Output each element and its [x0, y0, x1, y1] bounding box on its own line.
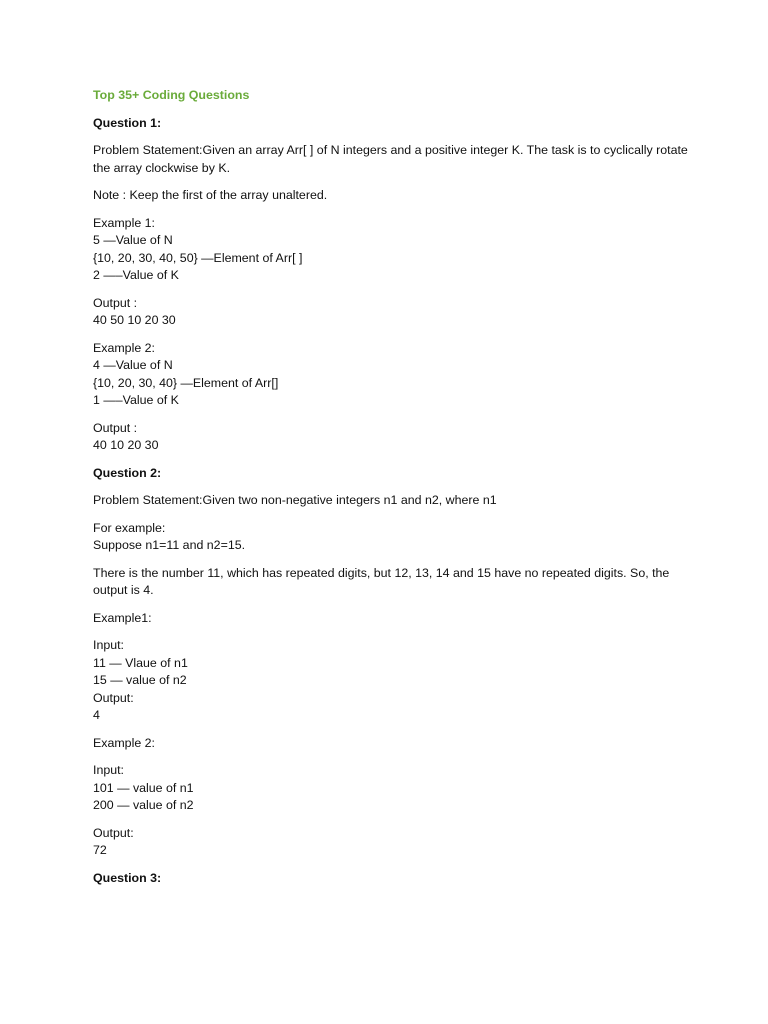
- question-1-example-1: [93, 215, 693, 285]
- question-2-heading: Question 2:: [93, 465, 162, 480]
- example-label: Example 1:: [93, 215, 155, 230]
- output-value: 40 10 20 30: [93, 438, 159, 452]
- output-label: Output :: [93, 295, 138, 310]
- question-2-example-2-output: [93, 825, 693, 860]
- input-line: 15 — value of n2: [93, 673, 187, 687]
- input-label: Input:: [93, 763, 125, 777]
- output-value: 4: [93, 708, 100, 722]
- output-value: 72: [93, 843, 107, 857]
- question-1-heading: Question 1:: [93, 115, 162, 130]
- question-2-explanation: There is the number 11, which has repeated digits, but 12, 13, 14 and 15 have no repeated digits. So, the output is 4.: [93, 565, 670, 597]
- output-label: Output:: [93, 690, 134, 705]
- example-label: For example:: [93, 520, 166, 535]
- question-1-example-2: [93, 340, 693, 410]
- question-3-heading: Question 3:: [93, 870, 162, 885]
- example-line: {10, 20, 30, 40} —Element of Arr[]: [93, 375, 279, 390]
- question-2-example-1-io: [93, 637, 693, 725]
- example-label: Example 2:: [93, 340, 155, 355]
- example-line: Suppose n1=11 and n2=15.: [93, 538, 246, 552]
- document-page: [93, 87, 693, 897]
- question-2-example-2-label: Example 2:: [93, 735, 155, 750]
- input-label: Input:: [93, 638, 125, 652]
- question-1-output-1: [93, 295, 693, 330]
- document-title: Top 35+ Coding Questions: [93, 88, 250, 102]
- question-2-example-1-label: Example1:: [93, 610, 152, 625]
- example-line: {10, 20, 30, 40, 50} —Element of Arr[ ]: [93, 250, 303, 265]
- output-label: Output :: [93, 420, 138, 435]
- question-2-example-2-input: [93, 762, 693, 815]
- output-value: 40 50 10 20 30: [93, 313, 176, 327]
- input-line: 101 — value of n1: [93, 780, 194, 795]
- question-1-statement: Problem Statement:Given an array Arr[ ] of N integers and a positive integer K. The task is to cyclically rotate the array clockwise by K.: [93, 143, 688, 175]
- example-line: 1 —–Value of K: [93, 393, 179, 407]
- input-line: 11 — Vlaue of n1: [93, 655, 188, 670]
- question-1-note: Note : Keep the first of the array unaltered.: [93, 188, 328, 202]
- output-label: Output:: [93, 825, 134, 840]
- example-line: 2 —–Value of K: [93, 268, 179, 282]
- example-line: 4 —Value of N: [93, 358, 173, 372]
- example-line: 5 —Value of N: [93, 233, 173, 247]
- question-1-output-2: [93, 420, 693, 455]
- input-line: 200 — value of n2: [93, 798, 194, 812]
- question-2-for-example: [93, 520, 693, 555]
- question-2-statement: Problem Statement:Given two non-negative integers n1 and n2, where n1: [93, 493, 497, 507]
